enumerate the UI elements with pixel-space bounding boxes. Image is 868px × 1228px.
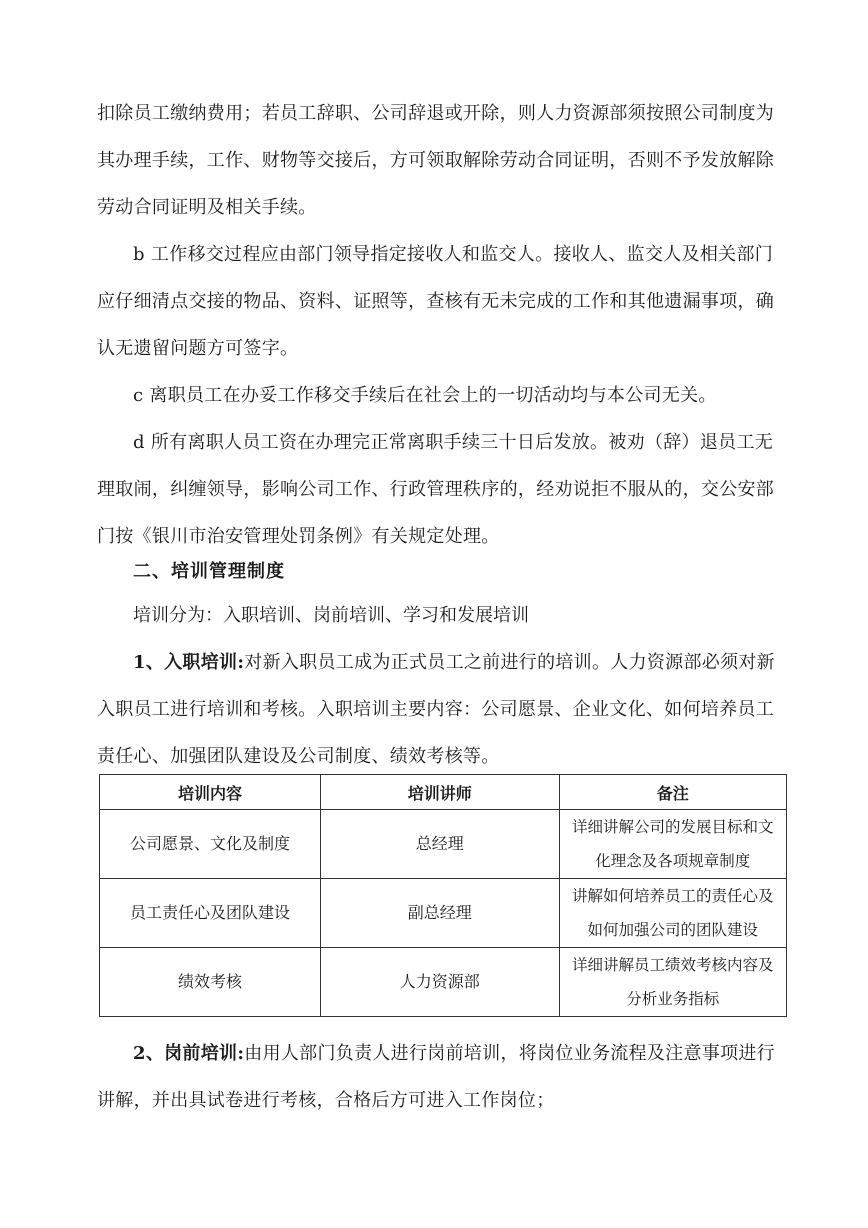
- table-cell-lecturer: 副总经理: [320, 879, 559, 948]
- table-cell-note: 详细讲解员工绩效考核内容及分析业务指标: [559, 948, 786, 1017]
- table-row: [100, 879, 787, 948]
- paragraph-salary-d: d 所有离职人员工资在办理完正常离职手续三十日后发放。被劝（辞）退员工无理取闹，纠缠领导，影响公司工作、行政管理秩序的，经劝说拒不服从的，交公安部门按《银川市治安管理处罚条例》有关规定处理。: [97, 432, 775, 547]
- pre-job-text: 由用人部门负责人进行岗前培训，将岗位业务流程及注意事项进行讲解，并出具试卷进行考核，合格后方可进入工作岗位；: [97, 1043, 775, 1111]
- table-header-note: 备注: [559, 775, 786, 810]
- training-types-line: 培训分为：入职培训、岗前培训、学习和发展培训: [133, 605, 529, 626]
- table-row: [100, 948, 787, 1017]
- onboarding-text: 对新入职员工成为正式员工之前进行的培训。人力资源部必须对新入职员工进行培训和考核。入职培训主要内容：公司愿景、企业文化、如何培养员工责任心、加强团队建设及公司制度、绩效考核等。: [97, 652, 775, 767]
- paragraph-pre-job: [97, 1030, 787, 1124]
- table-header-row: [100, 775, 787, 810]
- paragraph-resignation-procedure: 扣除员工缴纳费用；若员工辞职、公司辞退或开除，则人力资源部须按照公司制度为其办理手续，工作、财物等交接后，方可领取解除劳动合同证明，否则不予发放解除劳动合同证明及相关手续。: [97, 103, 775, 218]
- paragraph-handover-b: b 工作移交过程应由部门领导指定接收人和监交人。接收人、监交人及相关部门应仔细清点交接的物品、资料、证照等，查核有无未完成的工作和其他遗漏事项，确认无遗留问题方可签字。: [97, 244, 775, 359]
- table-header-lecturer: 培训讲师: [320, 775, 559, 810]
- table-cell-note: 讲解如何培养员工的责任心及如何加强公司的团队建设: [559, 879, 786, 948]
- table-row: [100, 810, 787, 879]
- table-cell-lecturer: 总经理: [320, 810, 559, 879]
- section-heading-training: 二、培训管理制度: [133, 561, 285, 582]
- paragraph-onboarding: [97, 639, 787, 780]
- table-cell-note: 详细讲解公司的发展目标和文化理念及各项规章制度: [559, 810, 786, 879]
- training-table: [99, 774, 787, 1017]
- pre-job-label: 2、岗前培训:: [133, 1043, 245, 1064]
- table-cell-lecturer: 人力资源部: [320, 948, 559, 1017]
- table-header-content: 培训内容: [100, 775, 321, 810]
- table-cell-content: 公司愿景、文化及制度: [100, 810, 321, 879]
- paragraph-handover-c: c 离职员工在办妥工作移交手续后在社会上的一切活动均与本公司无关。: [133, 385, 717, 406]
- table-cell-content: 员工责任心及团队建设: [100, 879, 321, 948]
- table-cell-content: 绩效考核: [100, 948, 321, 1017]
- onboarding-label: 1、入职培训:: [133, 652, 245, 673]
